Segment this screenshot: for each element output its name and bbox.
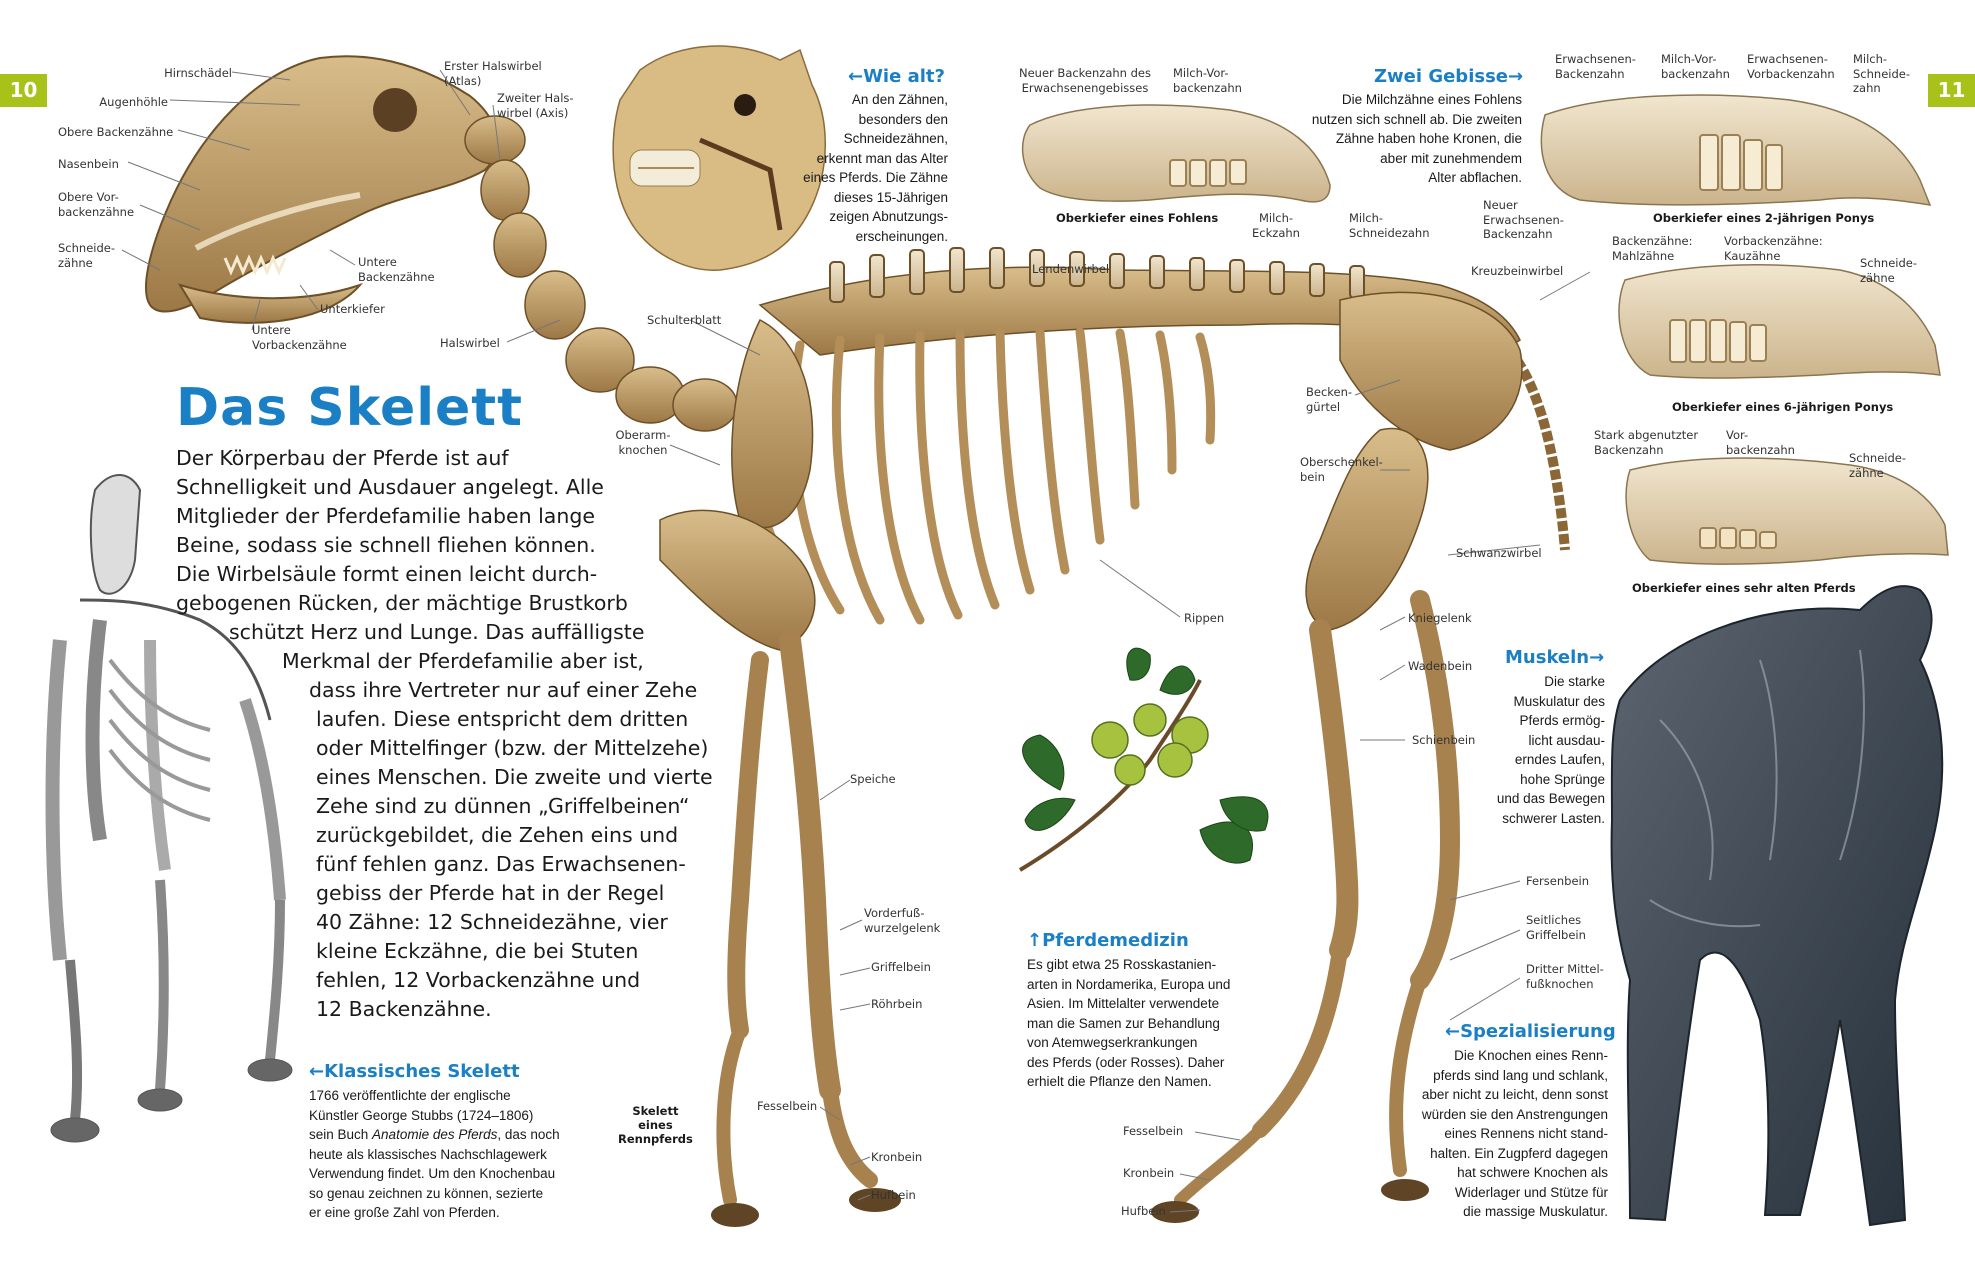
- label-fohlen-milch-eckzahn: Milch- Eckzahn: [1252, 211, 1300, 240]
- label-old-schneidezaehne: Schneide- zähne: [1849, 451, 1906, 480]
- label-fesselbein-front: Fesselbein: [757, 1099, 818, 1113]
- caption-pony6: Oberkiefer eines 6-jährigen Ponys: [1672, 400, 1894, 414]
- heading-wie-alt: ←Wie alt?: [848, 66, 945, 87]
- horse-chestnut-plant: [1020, 648, 1268, 870]
- text-spezialisierung: Die Knochen eines Renn- pferds sind lang und schlank, aber nicht zu leicht, denn sonst würden sie den Anstrengungen eines Rennens nicht stand- halten. Ein Zugpferd dagegen hat schwere Knochen als Widerlager und Stütze für die massige Muskulatur.: [1421, 1048, 1608, 1219]
- label-kniegelenk: Kniegelenk: [1408, 611, 1472, 625]
- label-hirnschaedel: Hirnschädel: [164, 66, 232, 80]
- intro-line: Der Körperbau der Pferde ist auf: [176, 446, 509, 470]
- label-kronbein-front: Kronbein: [871, 1150, 923, 1164]
- label-roehrbein: Röhrbein: [871, 997, 923, 1011]
- front-legs: [723, 640, 870, 1200]
- intro-line: 12 Backenzähne.: [316, 997, 492, 1021]
- label-pony6-backenzaehne: Backenzähne: Mahlzähne: [1612, 234, 1693, 263]
- intro-line: fehlen, 12 Vorbackenzähne und: [316, 968, 641, 992]
- page-title: Das Skelett: [176, 378, 524, 438]
- label-schulterblatt: Schulterblatt: [647, 313, 722, 327]
- label-oberschenkelbein: Oberschenkel- bein: [1300, 455, 1383, 484]
- pony2-skull: [1541, 95, 1930, 205]
- intro-line: gebiss der Pferde hat in der Regel: [316, 881, 665, 905]
- label-griffelbein: Griffelbein: [871, 960, 931, 974]
- intro-line: kleine Eckzähne, die bei Stuten: [316, 939, 639, 963]
- caption-fohlen: Oberkiefer eines Fohlens: [1056, 211, 1219, 225]
- klassisch-rest: heute als klassisches Nachschlagewerk Verwendung findet. Um den Knochenbau so genau zeichnen zu können, sezierte er eine große Zahl von Pferden.: [309, 1146, 556, 1220]
- label-nasenbein: Nasenbein: [58, 157, 119, 171]
- intro-line: Beine, sodass sie schnell fliehen können.: [176, 533, 596, 557]
- intro-line: Schnelligkeit und Ausdauer angelegt. Alle: [176, 475, 604, 499]
- label-zweiter-halswirbel: Zweiter Hals- wirbel (Axis): [497, 91, 574, 120]
- intro-line: eines Menschen. Die zweite und vierte: [316, 765, 713, 789]
- heading-klassisches-skelett: ←Klassisches Skelett: [309, 1061, 520, 1082]
- label-erster-halswirbel: Erster Halswirbel (Atlas): [444, 59, 542, 88]
- label-kronbein-hind: Kronbein: [1123, 1166, 1175, 1180]
- label-fohlen-milch-vorbackenzahn: Milch-Vor- backenzahn: [1173, 66, 1242, 95]
- upper-arm-bone: [660, 510, 815, 650]
- heading-spezialisierung: ←Spezialisierung: [1445, 1021, 1616, 1042]
- text-zwei-gebisse: Die Milchzähne eines Fohlens nutzen sich schnell ab. Die zweiten Zähne haben hohe Kronen, die aber mit zunehmendem Alter abflachen.: [1311, 92, 1522, 185]
- label-pony2-neuer-erwachsenen-backenzahn: Neuer Erwachsenen- Backenzahn: [1483, 198, 1564, 241]
- label-fohlen-neuer-backenzahn: Neuer Backenzahn des Erwachsenengebisses: [1019, 66, 1151, 95]
- label-beckenguertel: Becken- gürtel: [1306, 385, 1353, 414]
- klassisch-line-3-post: , das noch: [497, 1127, 560, 1142]
- label-speiche: Speiche: [850, 772, 896, 786]
- label-seitliches-griffelbein: Seitliches Griffelbein: [1526, 913, 1586, 942]
- label-pony6-vorbackenzaehne: Vorbackenzähne: Kauzähne: [1724, 234, 1823, 263]
- intro-line: fünf fehlen ganz. Das Erwachsenen-: [316, 852, 686, 876]
- intro-line: oder Mittelfinger (bzw. der Mittelzehe): [316, 736, 709, 760]
- caption-pony2: Oberkiefer eines 2-jährigen Ponys: [1653, 211, 1875, 225]
- page-number-left: 10: [0, 74, 47, 107]
- book-title: Anatomie des Pferds: [372, 1127, 498, 1142]
- muscle-horse-engraving: [1612, 586, 1943, 1225]
- label-unterkiefer: Unterkiefer: [320, 302, 385, 316]
- label-untere-vorbackenzaehne: Untere Vorbackenzähne: [252, 323, 347, 352]
- label-oberarmknochen: Oberarm- knochen: [615, 428, 671, 457]
- text-wie-alt: An den Zähnen, besonders den Schneidezähnen, erkennt man das Alter eines Pferds. Die Zähne dieses 15-Jährigen zeigen Abnutzungs- erscheinungen.: [803, 92, 948, 244]
- caption-old-skull: Oberkiefer eines sehr alten Pferds: [1632, 581, 1856, 595]
- intro-line: gebogenen Rücken, der mächtige Brustkorb: [176, 591, 628, 615]
- rib-cage: [750, 332, 1210, 620]
- text-pferdemedizin: Es gibt etwa 25 Rosskastanien- arten in Nordamerika, Europa und Asien. Im Mittelalter verwendete man die Samen zur Behandlung von Atemwegserkrankungen des Pferds (oder Rosses). Daher erhielt die Pflanze den Namen.: [1027, 957, 1231, 1089]
- label-obere-vorbackenzaehne: Obere Vor- backenzähne: [58, 190, 135, 219]
- heading-pferdemedizin: ↑Pferdemedizin: [1027, 930, 1189, 951]
- intro-line: Zehe sind zu dünnen „Griffelbeinen“: [316, 794, 690, 818]
- label-old-vorbackenzahn: Vor- backenzahn: [1726, 428, 1795, 457]
- label-hufbein-hind: Hufbein: [1121, 1204, 1166, 1218]
- label-schwanzwirbel: Schwanzwirbel: [1456, 546, 1542, 560]
- intro-line: dass ihre Vertreter nur auf einer Zehe: [309, 678, 698, 702]
- klassisch-line-3-pre: sein Buch: [309, 1127, 373, 1142]
- label-lendenwirbel: Lendenwirbel: [1032, 262, 1110, 276]
- label-hufbein-front: Hufbein: [871, 1188, 916, 1202]
- klassisch-line-2: Künstler George Stubbs (1724–1806): [309, 1107, 534, 1123]
- heading-muskeln: Muskeln→: [1505, 647, 1605, 668]
- label-pony2-milch-vorbackenzahn: Milch-Vor- backenzahn: [1661, 52, 1730, 81]
- label-vorderfusswurzelgelenk: Vorderfuß- wurzelgelenk: [864, 906, 941, 935]
- label-pony6-schneidezaehne: Schneide- zähne: [1860, 256, 1917, 285]
- intro-line: Mitglieder der Pferdefamilie haben lange: [176, 504, 595, 528]
- label-rippen: Rippen: [1184, 611, 1225, 625]
- intro-line: Die Wirbelsäule formt einen leicht durch-: [176, 562, 598, 586]
- label-pony2-milch-schneidezahn: Milch- Schneide- zahn: [1853, 52, 1910, 95]
- label-wadenbein: Wadenbein: [1408, 659, 1473, 673]
- intro-line: Merkmal der Pferdefamilie aber ist,: [282, 649, 644, 673]
- label-untere-backenzaehne: Untere Backenzähne: [358, 255, 435, 284]
- label-old-stark-abgenutzt: Stark abgenutzter Backenzahn: [1594, 428, 1699, 457]
- intro-line: laufen. Diese entspricht dem dritten: [316, 707, 689, 731]
- text-klassisches-skelett: [309, 1086, 599, 1223]
- heading-zwei-gebisse: Zwei Gebisse→: [1374, 66, 1524, 87]
- label-fesselbein-hind: Fesselbein: [1123, 1124, 1184, 1138]
- label-pony2-erwachsenen-backenzahn: Erwachsenen- Backenzahn: [1555, 52, 1636, 81]
- intro-line: zurückgebildet, die Zehen eins und: [316, 823, 679, 847]
- label-kreuzbeinwirbel: Kreuzbeinwirbel: [1471, 264, 1564, 278]
- label-halswirbel: Halswirbel: [440, 336, 500, 350]
- caption-rennpferd: Skelett eines Rennpferds: [618, 1104, 693, 1146]
- label-augenhoehle: Augenhöhle: [99, 95, 168, 109]
- intro-line: schützt Herz und Lunge. Das auffälligste: [229, 620, 645, 644]
- label-fersenbein: Fersenbein: [1526, 874, 1590, 888]
- label-dritter-mittelfussknochen: Dritter Mittel- fußknochen: [1526, 962, 1604, 991]
- label-schneidezaehne-skull: Schneide- zähne: [58, 241, 115, 270]
- label-schienbein: Schienbein: [1412, 733, 1476, 747]
- label-fohlen-milch-schneidezahn: Milch- Schneidezahn: [1349, 211, 1430, 240]
- label-obere-backenzaehne: Obere Backenzähne: [58, 125, 174, 139]
- page-number-right: 11: [1928, 74, 1975, 107]
- text-muskeln: Die starke Muskulatur des Pferds ermög- licht ausdau- erndes Laufen, hohe Sprünge und das Bewegen schwerer Lasten.: [1496, 674, 1605, 826]
- label-pony2-erwachsenen-vorbackenzahn: Erwachsenen- Vorbackenzahn: [1747, 52, 1835, 81]
- klassisch-line-1: 1766 veröffentlichte der englische: [309, 1088, 511, 1103]
- intro-line: 40 Zähne: 12 Schneidezähne, vier: [316, 910, 668, 934]
